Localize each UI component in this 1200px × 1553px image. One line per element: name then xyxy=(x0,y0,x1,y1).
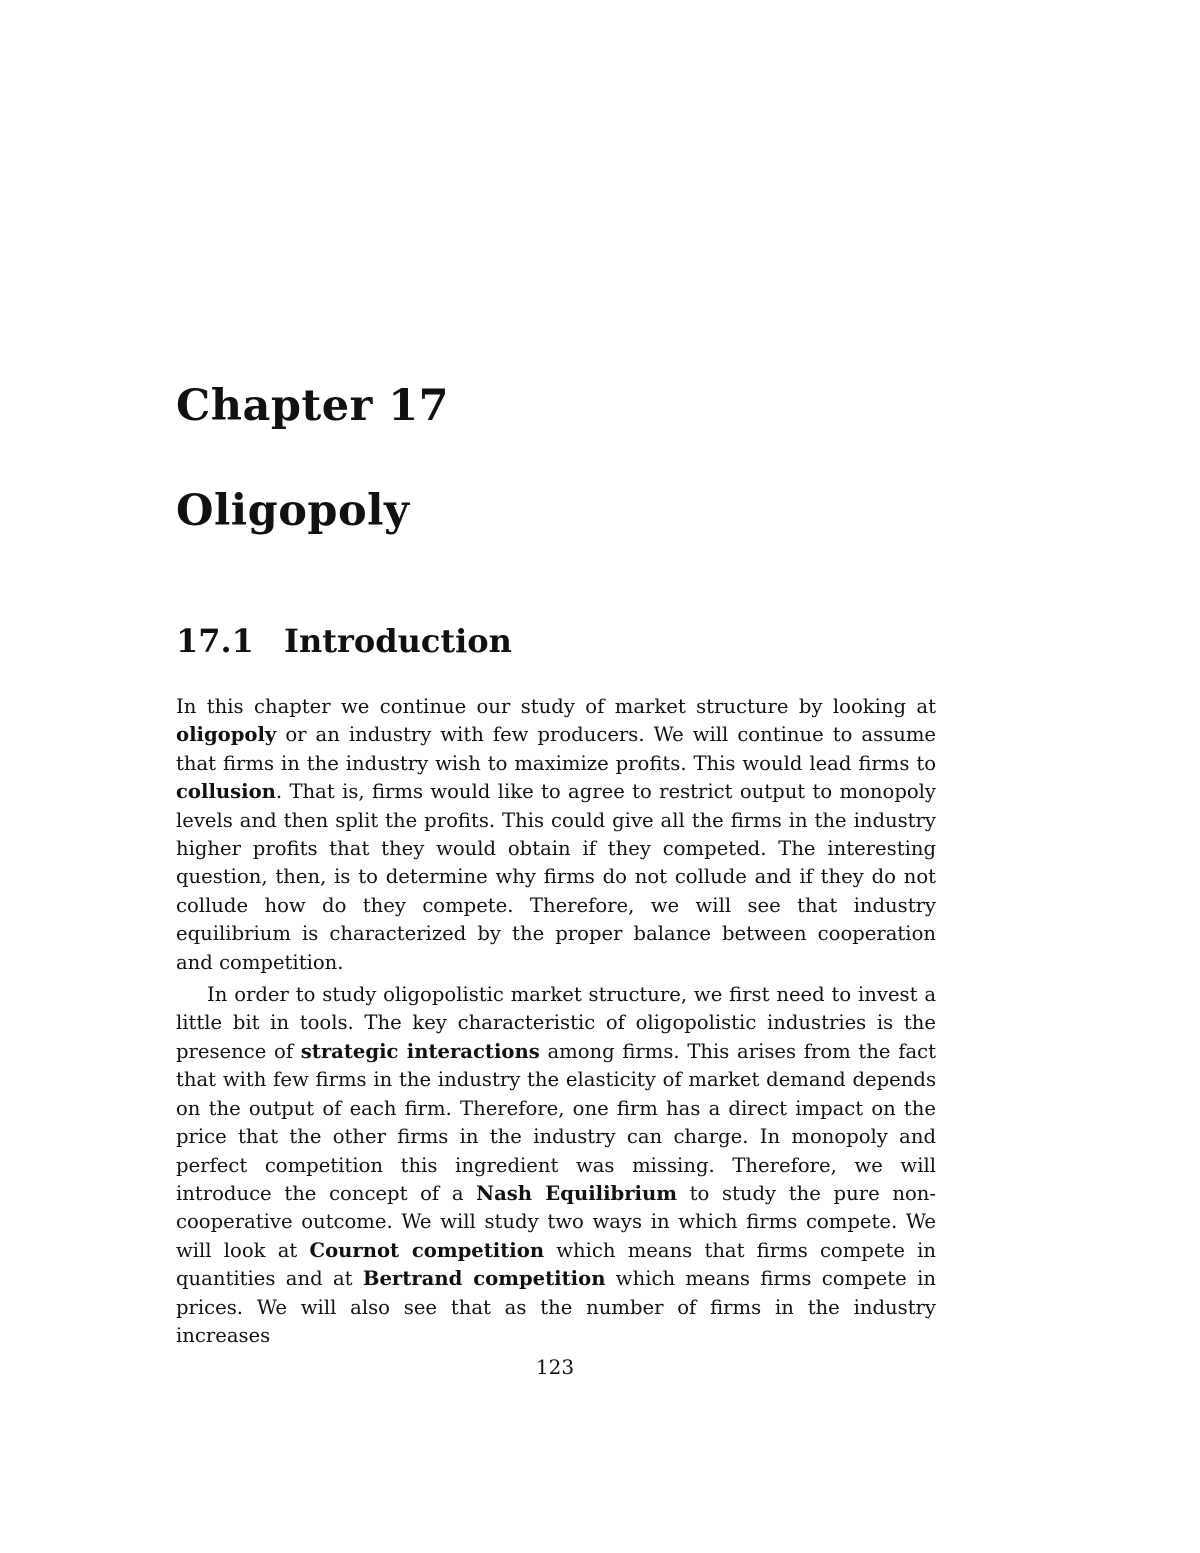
text-run: which means that firms compete in quantities and at xyxy=(176,1238,936,1291)
bold-term: strategic interactions xyxy=(300,1039,540,1063)
chapter-label: Chapter 17 xyxy=(176,381,450,431)
text-run: or an industry with few producers. We will continue to assume that firms in the industry wish to maximize profits. This would lead firms to xyxy=(176,723,936,775)
text-run: which means firms compete in prices. We will also see that as the number of firms in the industry increases xyxy=(176,1267,936,1347)
bold-term: oligopoly xyxy=(176,723,277,747)
bold-term: collusion xyxy=(176,780,276,804)
paragraph xyxy=(176,693,936,977)
bold-term: Nash Equilibrium xyxy=(476,1181,677,1205)
text-run: among firms. This arises from the fact that with few firms in the industry the elasticity of market demand depends on the output of each firm. Therefore, one firm has a direct impact on the price that the other firms in the industry can charge. In monopoly and perfect competition this ingredient was missing. Therefore, we will introduce the concept of a xyxy=(176,1039,936,1205)
text-run: to study the pure non-cooperative outcome. We will study two ways in which firms compete. We will look at xyxy=(176,1181,936,1262)
body-text xyxy=(176,693,936,1350)
section-number: 17.1 xyxy=(176,622,254,660)
chapter-title: Oligopoly xyxy=(176,486,410,536)
bold-term: Bertrand competition xyxy=(362,1267,606,1291)
section-title: Introduction xyxy=(284,622,512,660)
text-run: . That is, firms would like to agree to restrict output to monopoly levels and then split the profits. This could give all the firms in the industry higher profits that they would obtain if they competed. The interesting question, then, is to determine why firms do not collude and if they do not collude how do they compete. Therefore, we will see that industry equilibrium is characterized by the proper balance between cooperation and competition. xyxy=(176,780,936,974)
paragraph xyxy=(176,981,936,1350)
text-run: In this chapter we continue our study of market structure by looking at xyxy=(176,695,936,718)
page-number: 123 xyxy=(535,1355,575,1379)
section-heading xyxy=(176,622,512,660)
text-run: In order to study oligopolistic market structure, we first need to invest a little bit in tools. The key characteristic of oligopolistic industries is the presence of xyxy=(176,983,936,1063)
bold-term: Cournot competition xyxy=(309,1238,545,1262)
